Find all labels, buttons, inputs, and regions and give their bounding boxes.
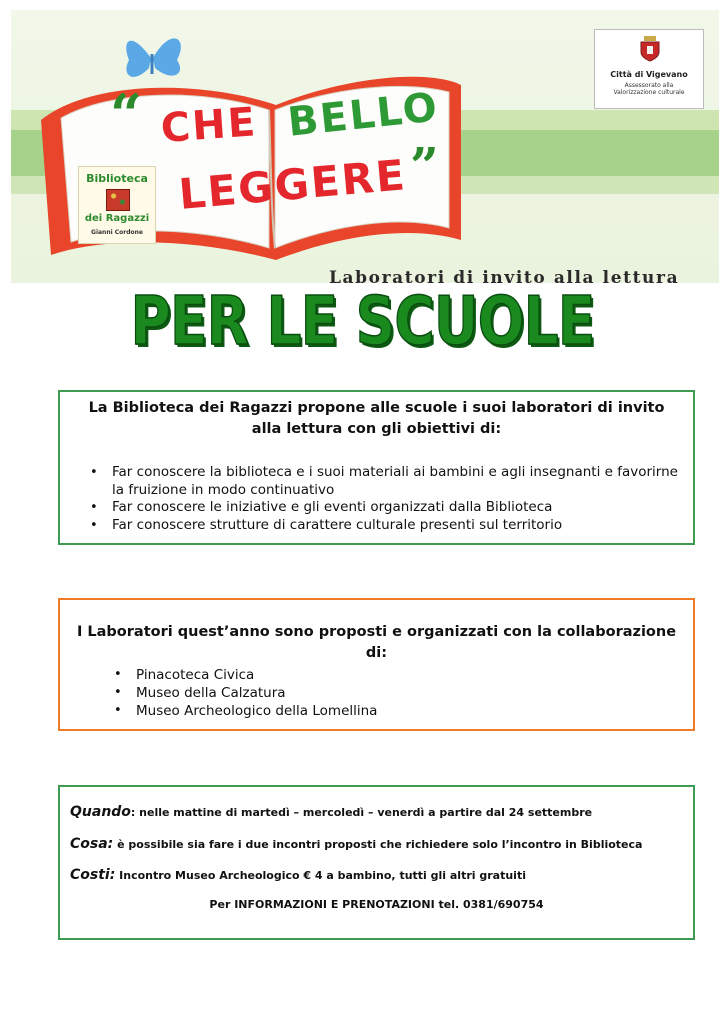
page-title: PER LE SCUOLE — [130, 282, 595, 360]
info-cosa-text: è possibile sia fare i due incontri proposti che richiedere solo l’incontro in Biblioteca — [113, 838, 643, 851]
info-quando-label: Quando — [70, 804, 131, 820]
library-logo-line1: Biblioteca — [86, 172, 148, 185]
library-logo-mosaic-icon — [106, 189, 130, 211]
labs-box — [58, 598, 695, 731]
labs-intro: I Laboratori quest’anno sono proposti e organizzati con la collaborazione di: — [76, 624, 677, 661]
city-department-line1: Assessorato alla — [624, 82, 674, 89]
list-item: • Museo Archeologico della Lomellina — [110, 702, 610, 720]
butterfly-icon — [126, 38, 181, 76]
city-crest-icon — [639, 36, 661, 62]
objectives-list — [86, 464, 686, 534]
info-box — [58, 785, 695, 940]
banner-subtitle: Laboratori di invito alla lettura — [329, 268, 680, 283]
info-quando — [70, 804, 680, 820]
city-name: Città di Vigevano — [610, 70, 688, 79]
city-department — [595, 82, 703, 96]
objectives-intro: La Biblioteca dei Ragazzi propone alle scuole i suoi laboratori di invito alla lettura con gli obiettivi di: — [88, 400, 665, 437]
info-cosa-label: Cosa: — [70, 836, 114, 852]
info-costi — [70, 867, 680, 883]
info-cosa — [70, 836, 680, 852]
objectives-box — [58, 390, 695, 545]
info-contact: Per INFORMAZIONI E PRENOTAZIONI tel. 0381/690754 — [209, 898, 544, 911]
list-item: • Far conoscere le iniziative e gli eventi organizzati dalla Biblioteca — [86, 499, 686, 517]
banner — [11, 10, 719, 283]
library-logo-line3: Gianni Cordone — [91, 229, 143, 236]
library-logo-line2: dei Ragazzi — [84, 213, 150, 224]
quote-open: “ — [110, 82, 143, 148]
title-word-leggere: LEGGERE — [176, 150, 409, 219]
labs-list — [110, 666, 610, 720]
info-quando-text: : nelle mattine di martedì – mercoledì – venerdì a partire dal 24 settembre — [130, 806, 593, 819]
info-costi-label: Costi: — [70, 867, 116, 883]
list-item: • Far conoscere strutture di carattere culturale presenti sul territorio — [86, 517, 686, 535]
city-logo — [594, 29, 704, 109]
quote-close: ” — [410, 136, 439, 195]
title-word-bello: BELLO — [285, 84, 441, 146]
info-costi-text: Incontro Museo Archeologico € 4 a bambino, tutti gli altri gratuiti — [115, 869, 526, 882]
list-item: • Pinacoteca Civica — [110, 666, 610, 684]
library-logo — [78, 166, 156, 244]
city-department-line2: Valorizzazione culturale — [613, 89, 685, 96]
list-item: • Far conoscere la biblioteca e i suoi materiali ai bambini e agli insegnanti e favorirne la fruizione in modo continuativo — [86, 464, 686, 499]
list-item: • Museo della Calzatura — [110, 684, 610, 702]
title-word-che: CHE — [159, 99, 259, 152]
